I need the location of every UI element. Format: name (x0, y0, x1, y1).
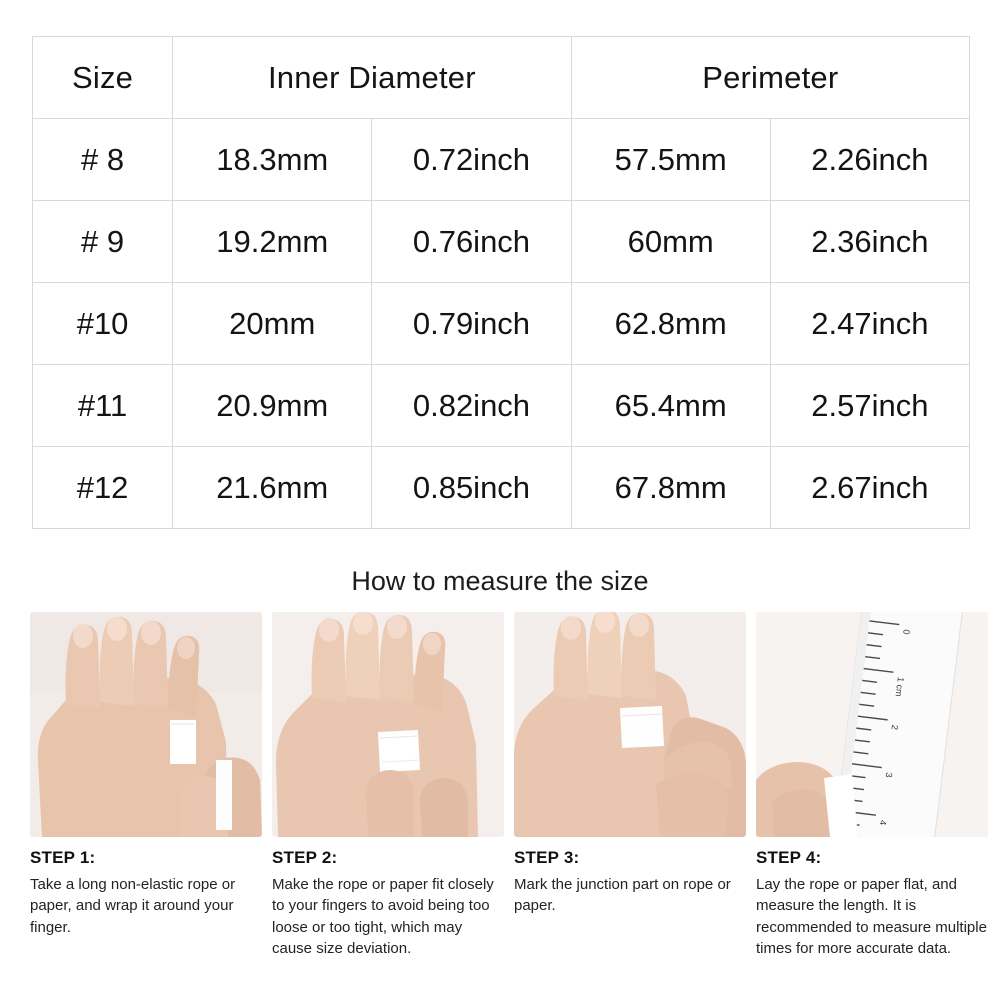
table-row (33, 365, 970, 447)
svg-text:4: 4 (877, 819, 889, 826)
cell-diameter-inch: 0.79inch (372, 283, 571, 365)
step-1 (30, 612, 262, 959)
ring-size-table-container (32, 36, 970, 529)
cell-diameter-mm: 20.9mm (173, 365, 372, 447)
cell-perimeter-mm: 62.8mm (571, 283, 770, 365)
cell-perimeter-inch: 2.67inch (770, 447, 969, 529)
cell-diameter-inch: 0.72inch (372, 119, 571, 201)
ring-size-table (32, 36, 970, 529)
table-row (33, 283, 970, 365)
svg-text:2: 2 (889, 724, 901, 731)
cell-diameter-inch: 0.82inch (372, 365, 571, 447)
cell-perimeter-mm: 65.4mm (571, 365, 770, 447)
cell-diameter-mm: 20mm (173, 283, 372, 365)
how-to-measure-title: How to measure the size (351, 566, 649, 596)
step-4-label: STEP 4: (756, 848, 822, 867)
column-header-inner-diameter: Inner Diameter (173, 37, 571, 119)
cell-perimeter-mm: 60mm (571, 201, 770, 283)
svg-text:0: 0 (901, 628, 912, 636)
step-4 (756, 612, 988, 959)
table-row (33, 119, 970, 201)
cell-diameter-inch: 0.76inch (372, 201, 571, 283)
step-2-label: STEP 2: (272, 848, 338, 867)
column-header-perimeter: Perimeter (571, 37, 969, 119)
cell-size: #11 (33, 365, 173, 447)
cell-size: # 8 (33, 119, 173, 201)
cell-size: #12 (33, 447, 173, 529)
cell-diameter-inch: 0.85inch (372, 447, 571, 529)
cell-perimeter-inch: 2.26inch (770, 119, 969, 201)
cell-perimeter-inch: 2.36inch (770, 201, 969, 283)
table-header-row (33, 37, 970, 119)
hand-fitting-paper-strip-photo (272, 612, 504, 837)
cell-diameter-mm: 18.3mm (173, 119, 372, 201)
cell-size: #10 (33, 283, 173, 365)
svg-text:1 cm: 1 cm (893, 676, 906, 698)
cell-perimeter-inch: 2.47inch (770, 283, 969, 365)
step-2-text: Make the rope or paper fit closely to your fingers to avoid being too loose or too tight, which may cause size deviation. (272, 876, 494, 957)
column-header-size: Size (33, 37, 173, 119)
table-row (33, 447, 970, 529)
table-row (33, 201, 970, 283)
cell-diameter-mm: 19.2mm (173, 201, 372, 283)
step-3 (514, 612, 746, 959)
cell-diameter-mm: 21.6mm (173, 447, 372, 529)
step-3-text: Mark the junction part on rope or paper. (514, 876, 731, 915)
cell-perimeter-mm: 67.8mm (571, 447, 770, 529)
cell-perimeter-mm: 57.5mm (571, 119, 770, 201)
step-1-text: Take a long non-elastic rope or paper, and wrap it around your finger. (30, 876, 236, 936)
step-1-label: STEP 1: (30, 848, 96, 867)
steps-container (30, 612, 987, 959)
ruler-measuring-strip-photo (756, 612, 988, 837)
cell-size: # 9 (33, 201, 173, 283)
marking-junction-photo (514, 612, 746, 837)
svg-text:3: 3 (883, 771, 895, 779)
step-2 (272, 612, 504, 959)
step-3-label: STEP 3: (514, 848, 580, 867)
cell-perimeter-inch: 2.57inch (770, 365, 969, 447)
step-4-text: Lay the rope or paper flat, and measure the length. It is recommended to measure multiple times for more accurate data. (756, 876, 987, 957)
hand-wrapping-paper-strip-photo (30, 612, 262, 837)
